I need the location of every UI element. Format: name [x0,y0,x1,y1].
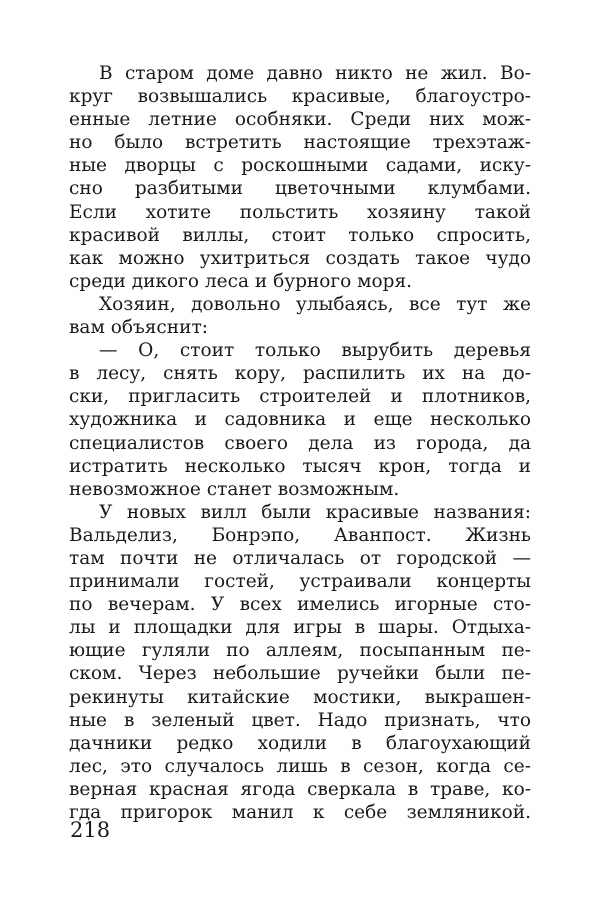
text-line: рекинуты китайские мостики, выкрашен- [69,686,531,708]
text-line: дачники редко ходили в благоухающий [69,732,531,754]
text-line: ском. Через небольшие ручейки были пе- [69,663,531,685]
text-line: ные дворцы с роскошными садами, иску- [69,155,531,177]
text-line: в лесу, снять кору, распилить их на до- [69,363,531,385]
body-text [69,62,531,824]
text-line: лес, это случалось лишь в сезон, когда се- [69,755,531,777]
text-line: ющие гуляли по аллеям, посыпанным пе- [69,640,531,662]
paragraph-first-line: В старом доме давно никто не жил. Во- [99,63,531,84]
text-line: невозможное станет возможным. [69,478,400,500]
text-line: Если хотите польстить хозяину такой [69,201,531,223]
text-line: среди дикого леса и бурного моря. [69,270,413,292]
text-line: художника и садовника и еще несколько [69,409,531,431]
text-line: гда пригорок манил к себе земляникой. [69,802,531,823]
text-line: лы и площадки для игры в шары. Отдыха- [69,617,531,639]
text-line: енные летние особняки. Среди них мож- [69,109,531,131]
text-line: верная красная ягода сверкала в траве, ко- [69,778,531,800]
page-number: 218 [70,818,111,842]
text-line: ные в зеленый цвет. Надо признать, что [69,709,531,731]
text-line: сно разбитыми цветочными клумбами. [69,178,531,200]
text-line: Вальделиз, Бонрэпо, Аванпост. Жизнь [69,524,531,546]
text-line: красивой виллы, стоит только спросить, [69,224,531,246]
text-line: вам объяснит: [69,317,208,339]
text-line: как можно ухитриться создать такое чудо [69,247,531,269]
text-line: ски, пригласить строителей и плотников, [69,386,531,408]
paragraph-first-line: — О, стоит только вырубить деревья [99,340,531,362]
text-line: специалистов своего дела из города, да [69,432,531,454]
text-line: круг возвышались красивые, благоустро- [69,86,531,108]
text-line: но было встретить настоящие трехэтаж- [69,132,531,154]
text-line: там почти не отличалась от городской — [69,547,531,569]
text-line: истратить несколько тысяч крон, тогда и [69,455,531,477]
text-line: принимали гостей, устраивали концерты [69,571,531,593]
text-line: по вечерам. У всех имелись игорные сто- [69,594,531,616]
paragraph-first-line: Хозяин, довольно улыбаясь, все тут же [99,293,531,315]
paragraph-first-line: У новых вилл были красивые названия: [99,501,531,523]
